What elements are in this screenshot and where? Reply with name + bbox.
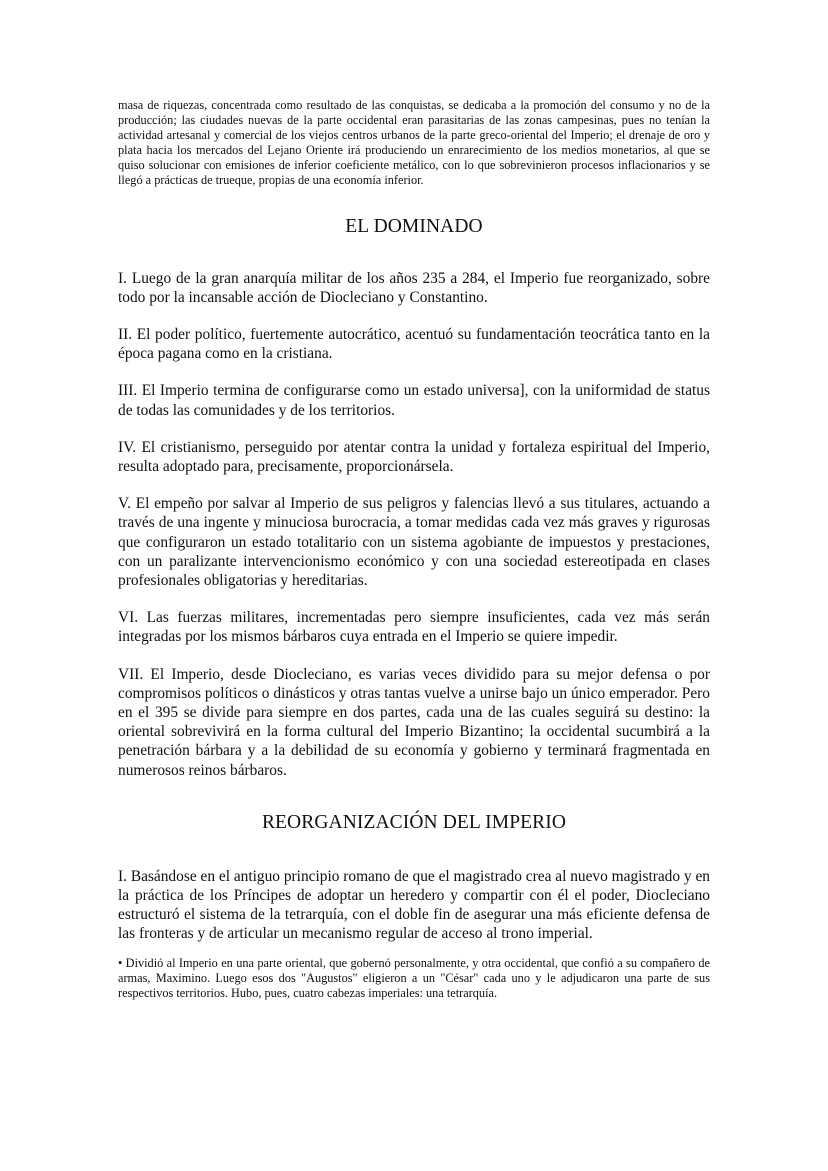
tetrarquia-bullet-note: • Dividió al Imperio en una parte oriental, que gobernó personalmente, y otra occidental, que confió a su compañero de armas, Maximino. Luego esos dos "Augustos" eligieron a un "César" cada uno y le adjudicaron una parte de sus respectivos territorios. Hubo, pues, cuatro cabezas imperiales: una tetrarquía.	[118, 955, 710, 1000]
dominado-paragraph-3: III. El Imperio termina de configurarse como un estado universa], con la uniformidad de status de todas las comunidades y de los territorios.	[118, 382, 710, 419]
document-page	[118, 98, 710, 1001]
section-title-reorganizacion: REORGANIZACIÓN DEL IMPERIO	[261, 811, 567, 833]
reorganizacion-paragraph-1: I. Basándose en el antiguo principio romano de que el magistrado crea al nuevo magistrado y en la práctica de los Príncipes de adoptar un heredero y compartir con él el poder, Diocleciano estructuró el sistema de la tetrarquía, con el doble fin de asegurar una más eficiente defensa de las fronteras y de articular un mecanismo regular de acceso al trono imperial.	[118, 867, 710, 943]
dominado-paragraph-7: VII. El Imperio, desde Diocleciano, es varias veces dividido para su mejor defensa o por compromisos políticos o dinásticos y otras tantas vuelve a unirse bajo un único emperador. Pero en el 395 se divide para siempre en dos partes, cada una de las cuales seguirá su destino: la oriental sobrevivirá en la forma cultural del Imperio Bizantino; la occidental sucumbirá a la penetración bárbara y a la debilidad de su economía y gobierno y terminará fragmentada en numerosos reinos bárbaros.	[118, 665, 710, 779]
dominado-paragraph-5: V. El empeño por salvar al Imperio de sus peligros y falencias llevó a sus titulares, actuando a través de una ingente y minuciosa burocracia, a tomar medidas cada vez más graves y rigurosas que configuraron un estado totalitario con un sistema agobiante de impuestos y prestaciones, con un paralizante intervencionismo económico y con una sociedad estereotipada en clases profesionales obligatorias y hereditarias.	[118, 495, 710, 589]
dominado-paragraph-4: IV. El cristianismo, perseguido por atentar contra la unidad y fortaleza espiritual del Imperio, resulta adoptado para, precisamente, proporcionársela.	[118, 438, 710, 475]
intro-paragraph: masa de riquezas, concentrada como resultado de las conquistas, se dedicaba a la promoción del consumo y no de la producción; las ciudades nuevas de la parte occidental eran parasitarias de las zonas campesinas, pues no tenían la actividad artesanal y comercial de los viejos centros urbanos de la parte greco-oriental del Imperio; el drenaje de oro y plata hacia los mercados del Lejano Oriente irá produciendo un enrarecimiento de los medios monetarios, al que se quiso solucionar con emisiones de inferior coeficiente metálico, con lo que sobrevinieron procesos inflacionarios y se llegó a prácticas de trueque, propias de una economía inferior.	[118, 98, 710, 188]
section-title-dominado: EL DOMINADO	[345, 215, 483, 237]
dominado-paragraph-2: II. El poder político, fuertemente autocrático, acentuó su fundamentación teocrática tanto en la época pagana como en la cristiana.	[118, 325, 710, 363]
dominado-paragraph-1: I. Luego de la gran anarquía militar de los años 235 a 284, el Imperio fue reorganizado, sobre todo por la incansable acción de Diocleciano y Constantino.	[118, 269, 710, 306]
dominado-paragraph-6: VI. Las fuerzas militares, incrementadas pero siempre insuficientes, cada vez más serán integradas por los mismos bárbaros cuya entrada en el Imperio se quiere impedir.	[118, 609, 710, 646]
